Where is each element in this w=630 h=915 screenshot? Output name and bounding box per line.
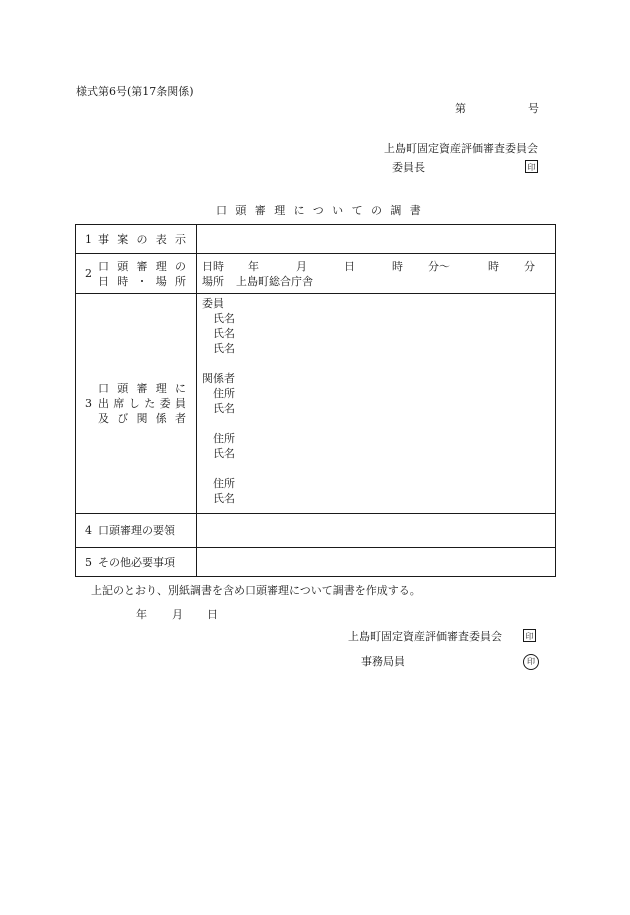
datetime-label: 日時	[202, 259, 224, 273]
related-name-label: 氏名	[213, 402, 235, 415]
seal-icon: 印	[523, 629, 536, 642]
table-row	[76, 548, 556, 577]
document-title: 口頭審理についての調書	[216, 204, 430, 217]
committee-name-footer: 上島町固定資産評価審査委員会	[348, 630, 502, 643]
related-heading: 関係者	[202, 372, 235, 385]
hour-label: 時	[392, 259, 403, 273]
date-day-label: 日	[207, 608, 218, 621]
row-label: 口頭審理に 出席した委員 及び関係者	[94, 294, 197, 514]
member-name-label: 氏名	[213, 342, 235, 355]
row-label: 事案の表示	[94, 225, 197, 254]
hour2-label: 時	[488, 259, 499, 273]
seal-icon: 印	[525, 160, 538, 173]
case-display-field[interactable]	[197, 225, 556, 254]
row-label: その他必要事項	[94, 548, 197, 577]
date-year-label: 年	[136, 608, 147, 621]
datetime-line	[202, 259, 555, 274]
closing-text: 上記のとおり、別紙調書を含め口頭審理について調書を作成する。	[91, 584, 421, 597]
hearing-summary-field[interactable]	[197, 514, 556, 548]
row-label: 口頭審理の要領	[94, 514, 197, 548]
number-label: 第	[455, 102, 466, 115]
place-value: 上島町総合庁舎	[236, 274, 313, 288]
row-number: 3	[76, 294, 95, 514]
committee-name: 上島町固定資産評価審査委員会	[384, 142, 538, 155]
table-row	[76, 294, 556, 514]
day-label: 日	[344, 259, 355, 273]
year-label: 年	[248, 259, 259, 273]
row-number: 2	[76, 254, 95, 294]
number-suffix: 号	[528, 102, 539, 115]
round-seal-icon: 印	[523, 654, 539, 670]
member-name-label: 氏名	[213, 312, 235, 325]
staff-label: 事務局員	[361, 655, 405, 668]
row-number: 5	[76, 548, 95, 577]
table-row	[76, 225, 556, 254]
row-label: 口頭審理の 日時・場所	[94, 254, 197, 294]
address-label: 住所	[213, 477, 235, 490]
chair-label: 委員長	[392, 161, 425, 174]
attendees-field[interactable]	[197, 294, 556, 514]
related-name-label: 氏名	[213, 492, 235, 505]
record-table	[75, 224, 556, 577]
table-row	[76, 254, 556, 294]
related-name-label: 氏名	[213, 447, 235, 460]
form-number: 様式第6号(第17条関係)	[76, 85, 194, 98]
members-heading: 委員	[202, 297, 224, 310]
other-matters-field[interactable]	[197, 548, 556, 577]
address-label: 住所	[213, 432, 235, 445]
datetime-place-field[interactable]	[197, 254, 556, 294]
table-row	[76, 514, 556, 548]
address-label: 住所	[213, 387, 235, 400]
month-label: 月	[296, 259, 307, 273]
row-number: 4	[76, 514, 95, 548]
row-number: 1	[76, 225, 95, 254]
date-month-label: 月	[172, 608, 183, 621]
place-label: 場所	[202, 274, 224, 288]
place-line	[202, 274, 555, 289]
minute2-label: 分	[524, 259, 535, 273]
member-name-label: 氏名	[213, 327, 235, 340]
minute-label: 分〜	[428, 259, 450, 273]
